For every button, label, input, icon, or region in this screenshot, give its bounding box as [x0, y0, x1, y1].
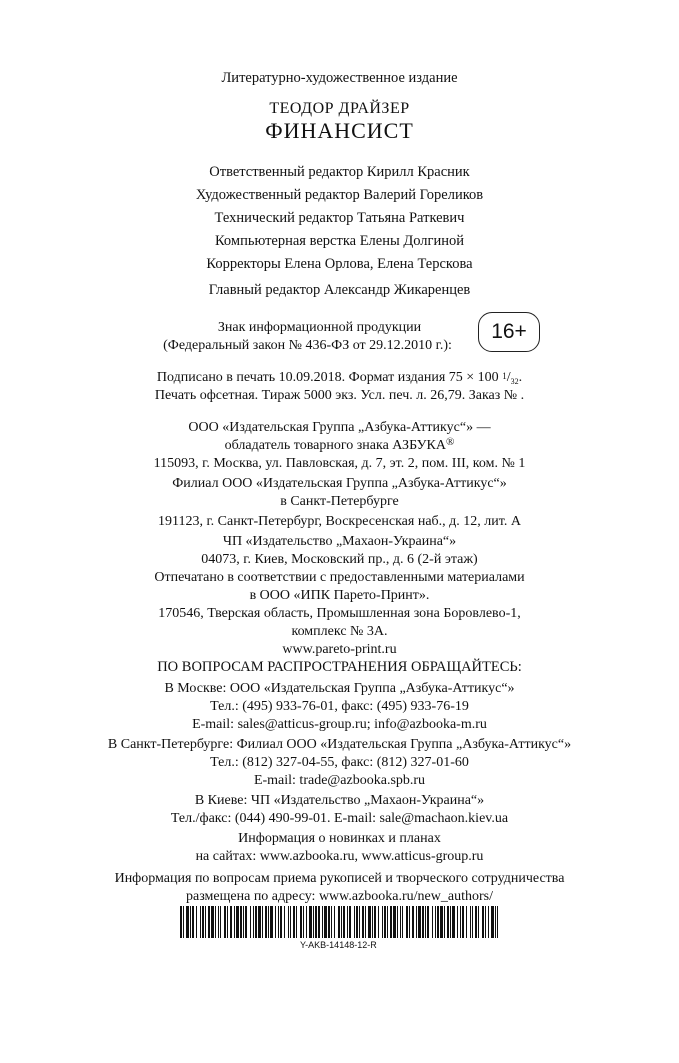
barcode-bar [253, 906, 254, 938]
barcode-bar [447, 906, 449, 938]
barcode-bar [240, 906, 242, 938]
barcode-bar [306, 906, 307, 938]
barcode-bar [341, 906, 342, 938]
barcode-bar [409, 906, 410, 938]
barcode-bar [190, 906, 191, 938]
barcode-bar [275, 906, 276, 938]
barcode-bar [300, 906, 302, 938]
barcode-bar [412, 906, 414, 938]
moscow-line: В Москве: ООО «Издательская Группа „Азбука-Аттикус“» [164, 681, 515, 696]
barcode-bar [452, 906, 455, 938]
edition-type: Литературно-художественное издание [221, 70, 458, 86]
spb-line: В Санкт-Петербурге: Филиал ООО «Издательская Группа „Азбука-Аттикус“» [107, 737, 572, 752]
kiev-line: В Киеве: ЧП «Издательство „Махаон-Украина“» [194, 793, 485, 808]
barcode-bar [303, 906, 304, 938]
barcode-bar [205, 906, 206, 938]
barcode-image [180, 906, 498, 938]
barcode-bar [397, 906, 398, 938]
barcode-bar [402, 906, 403, 938]
barcode-bar [462, 906, 464, 938]
barcode-bar [270, 906, 273, 938]
barcode-bar [208, 906, 210, 938]
barcode-bar [234, 906, 235, 938]
barcode-bar [435, 906, 436, 938]
barcode-bar [472, 906, 473, 938]
barcode-bar [268, 906, 269, 938]
barcode-bar [313, 906, 314, 938]
barcode-bar [343, 906, 345, 938]
publisher-line: обладатель товарного знака АЗБУКА® [224, 436, 455, 453]
barcode-bar [265, 906, 267, 938]
barcode-bar [262, 906, 263, 938]
barcode-bar [418, 906, 421, 938]
barcode-bar [224, 906, 226, 938]
spb-phone: Тел.: (812) 327-04-55, факс: (812) 327-01-60 [210, 755, 469, 770]
publisher-address: 115093, г. Москва, ул. Павловская, д. 7, эт. 2, пом. III, ком. № 1 [153, 456, 526, 471]
barcode-bar [406, 906, 408, 938]
author-name: ТЕОДОР ДРАЙЗЕР [269, 100, 410, 117]
barcode-bar [382, 906, 383, 938]
barcode-bar [390, 906, 392, 938]
branch-address: 191123, г. Санкт-Петербург, Воскресенская наб., д. 12, лит. А [158, 514, 521, 529]
barcode-bar [488, 906, 489, 938]
barcode-bar [440, 906, 443, 938]
barcode-bar [422, 906, 424, 938]
barcode-bar [258, 906, 261, 938]
barcode-bar [180, 906, 182, 938]
barcode-bar [220, 906, 221, 938]
barcode-bar [280, 906, 282, 938]
moscow-phone: Тел.: (495) 933-76-01, факс: (495) 933-76-19 [210, 699, 469, 714]
info-sign-law: (Федеральный закон № 436-ФЗ от 29.12.2010 г.): [163, 338, 452, 353]
credit-line: Технический редактор Татьяна Раткевич [214, 210, 465, 226]
barcode-bar [296, 906, 297, 938]
credit-line: Художественный редактор Валерий Гореликов [195, 187, 484, 203]
barcode-bar [384, 906, 386, 938]
barcode-bar [356, 906, 358, 938]
barcode-bar [497, 906, 498, 938]
barcode-bar [331, 906, 332, 938]
barcode-bar [485, 906, 486, 938]
age-rating-badge: 16+ [478, 312, 540, 352]
barcode-bar [328, 906, 330, 938]
barcode-bar [393, 906, 396, 938]
print-info-line: Печать офсетная. Тираж 5000 экз. Усл. печ. л. 26,79. Заказ № . [154, 388, 525, 403]
barcode-bar [378, 906, 379, 938]
barcode-bar [495, 906, 496, 938]
news-sites: на сайтах: www.azbooka.ru, www.atticus-group.ru [195, 849, 484, 864]
barcode-bar [362, 906, 364, 938]
barcode-bar [450, 906, 451, 938]
barcode-bar [322, 906, 323, 938]
barcode-bar [309, 906, 312, 938]
barcode-bar [482, 906, 484, 938]
barcode-bar [466, 906, 467, 938]
print-info-line: Подписано в печать 10.09.2018. Формат издания 75 × 100 $^1/_{32}$. [156, 370, 523, 386]
manuscripts-line: Информация по вопросам приема рукописей и творческого сотрудничества [114, 871, 565, 886]
barcode-bar [183, 906, 184, 938]
barcode-bar [400, 906, 401, 938]
barcode-bar [236, 906, 239, 938]
barcode-bar [202, 906, 204, 938]
moscow-email: E-mail: sales@atticus-group.ru; info@azbooka-m.ru [192, 717, 487, 732]
credit-line: Компьютерная верстка Елены Долгиной [214, 233, 465, 249]
barcode-bar [365, 906, 366, 938]
barcode-bar [211, 906, 214, 938]
barcode-bar [250, 906, 251, 938]
barcode-text: Y-AKB-14148-12-R [300, 940, 377, 950]
info-sign-label: Знак информационной продукции [217, 320, 422, 335]
barcode-bar [338, 906, 340, 938]
barcode-bar [475, 906, 477, 938]
publisher-line: ООО «Издательская Группа „Азбука-Аттикус“» — [188, 420, 491, 435]
manuscripts-address: размещена по адресу: www.azbooka.ru/new_authors/ [186, 889, 493, 904]
spb-email: E-mail: trade@azbooka.spb.ru [253, 773, 426, 788]
barcode-bar [230, 906, 232, 938]
barcode-bar [334, 906, 335, 938]
credit-line: Корректоры Елена Орлова, Елена Терскова [206, 256, 473, 272]
barcode-bar [491, 906, 494, 938]
barcode-bar [359, 906, 360, 938]
barcode-bar [372, 906, 373, 938]
kiev-contacts: Тел./факс: (044) 490-99-01. E-mail: sale@machaon.kiev.ua [170, 811, 509, 826]
printed-line: комплекс № 3А. [291, 624, 388, 639]
printed-line: в ООО «ИПК Парето-Принт». [249, 588, 430, 603]
barcode-bar [192, 906, 194, 938]
barcode-bar [315, 906, 317, 938]
barcode-bar [425, 906, 426, 938]
barcode-bar [347, 906, 348, 938]
barcode-bar [288, 906, 289, 938]
barcode-bar [470, 906, 471, 938]
barcode-bar [437, 906, 439, 938]
book-title: ФИНАНСИСТ [265, 118, 414, 143]
barcode-bar [444, 906, 445, 938]
barcode-bar [416, 906, 417, 938]
branch-line: Филиал ООО «Издательская Группа „Азбука-Аттикус“» [172, 476, 507, 491]
news-line: Информация о новинках и планах [238, 831, 441, 846]
credit-line: Ответственный редактор Кирилл Красник [209, 164, 470, 180]
barcode-bar [200, 906, 201, 938]
barcode-bar [368, 906, 371, 938]
barcode-bar [427, 906, 429, 938]
barcode-bar [186, 906, 189, 938]
barcode-bar [218, 906, 219, 938]
barcode-bar [278, 906, 279, 938]
barcode-bar [387, 906, 388, 938]
barcode-bar [215, 906, 216, 938]
barcode-bar [293, 906, 295, 938]
printer-website: www.pareto-print.ru [282, 642, 397, 657]
barcode-bar [460, 906, 461, 938]
barcode-bar [354, 906, 355, 938]
distribution-heading: ПО ВОПРОСАМ РАСПРОСТРАНЕНИЯ ОБРАЩАЙТЕСЬ: [157, 659, 522, 675]
printed-line: Отпечатано в соответствии с предоставленными материалами [154, 570, 525, 585]
barcode-bar [324, 906, 327, 938]
barcode-bar [457, 906, 458, 938]
barcode-bar [432, 906, 433, 938]
barcode-bar [227, 906, 228, 938]
barcode-bar [349, 906, 351, 938]
barcode-bar [478, 906, 479, 938]
barcode-bar [196, 906, 197, 938]
ukraine-address: 04073, г. Киев, Московский пр., д. 6 (2-й этаж) [201, 552, 478, 567]
branch-line: в Санкт-Петербурге [280, 494, 399, 509]
barcode-bar [318, 906, 320, 938]
barcode-bar [374, 906, 376, 938]
barcode-bar [284, 906, 285, 938]
barcode-bar [245, 906, 247, 938]
credit-line: Главный редактор Александр Жикаренцев [208, 282, 471, 298]
ukraine-line: ЧП «Издательство „Махаон-Украина“» [222, 534, 457, 549]
barcode-bar [290, 906, 291, 938]
printed-line: 170546, Тверская область, Промышленная зона Боровлево-1, [158, 606, 521, 621]
barcode-bar [255, 906, 257, 938]
barcode-bar [243, 906, 244, 938]
